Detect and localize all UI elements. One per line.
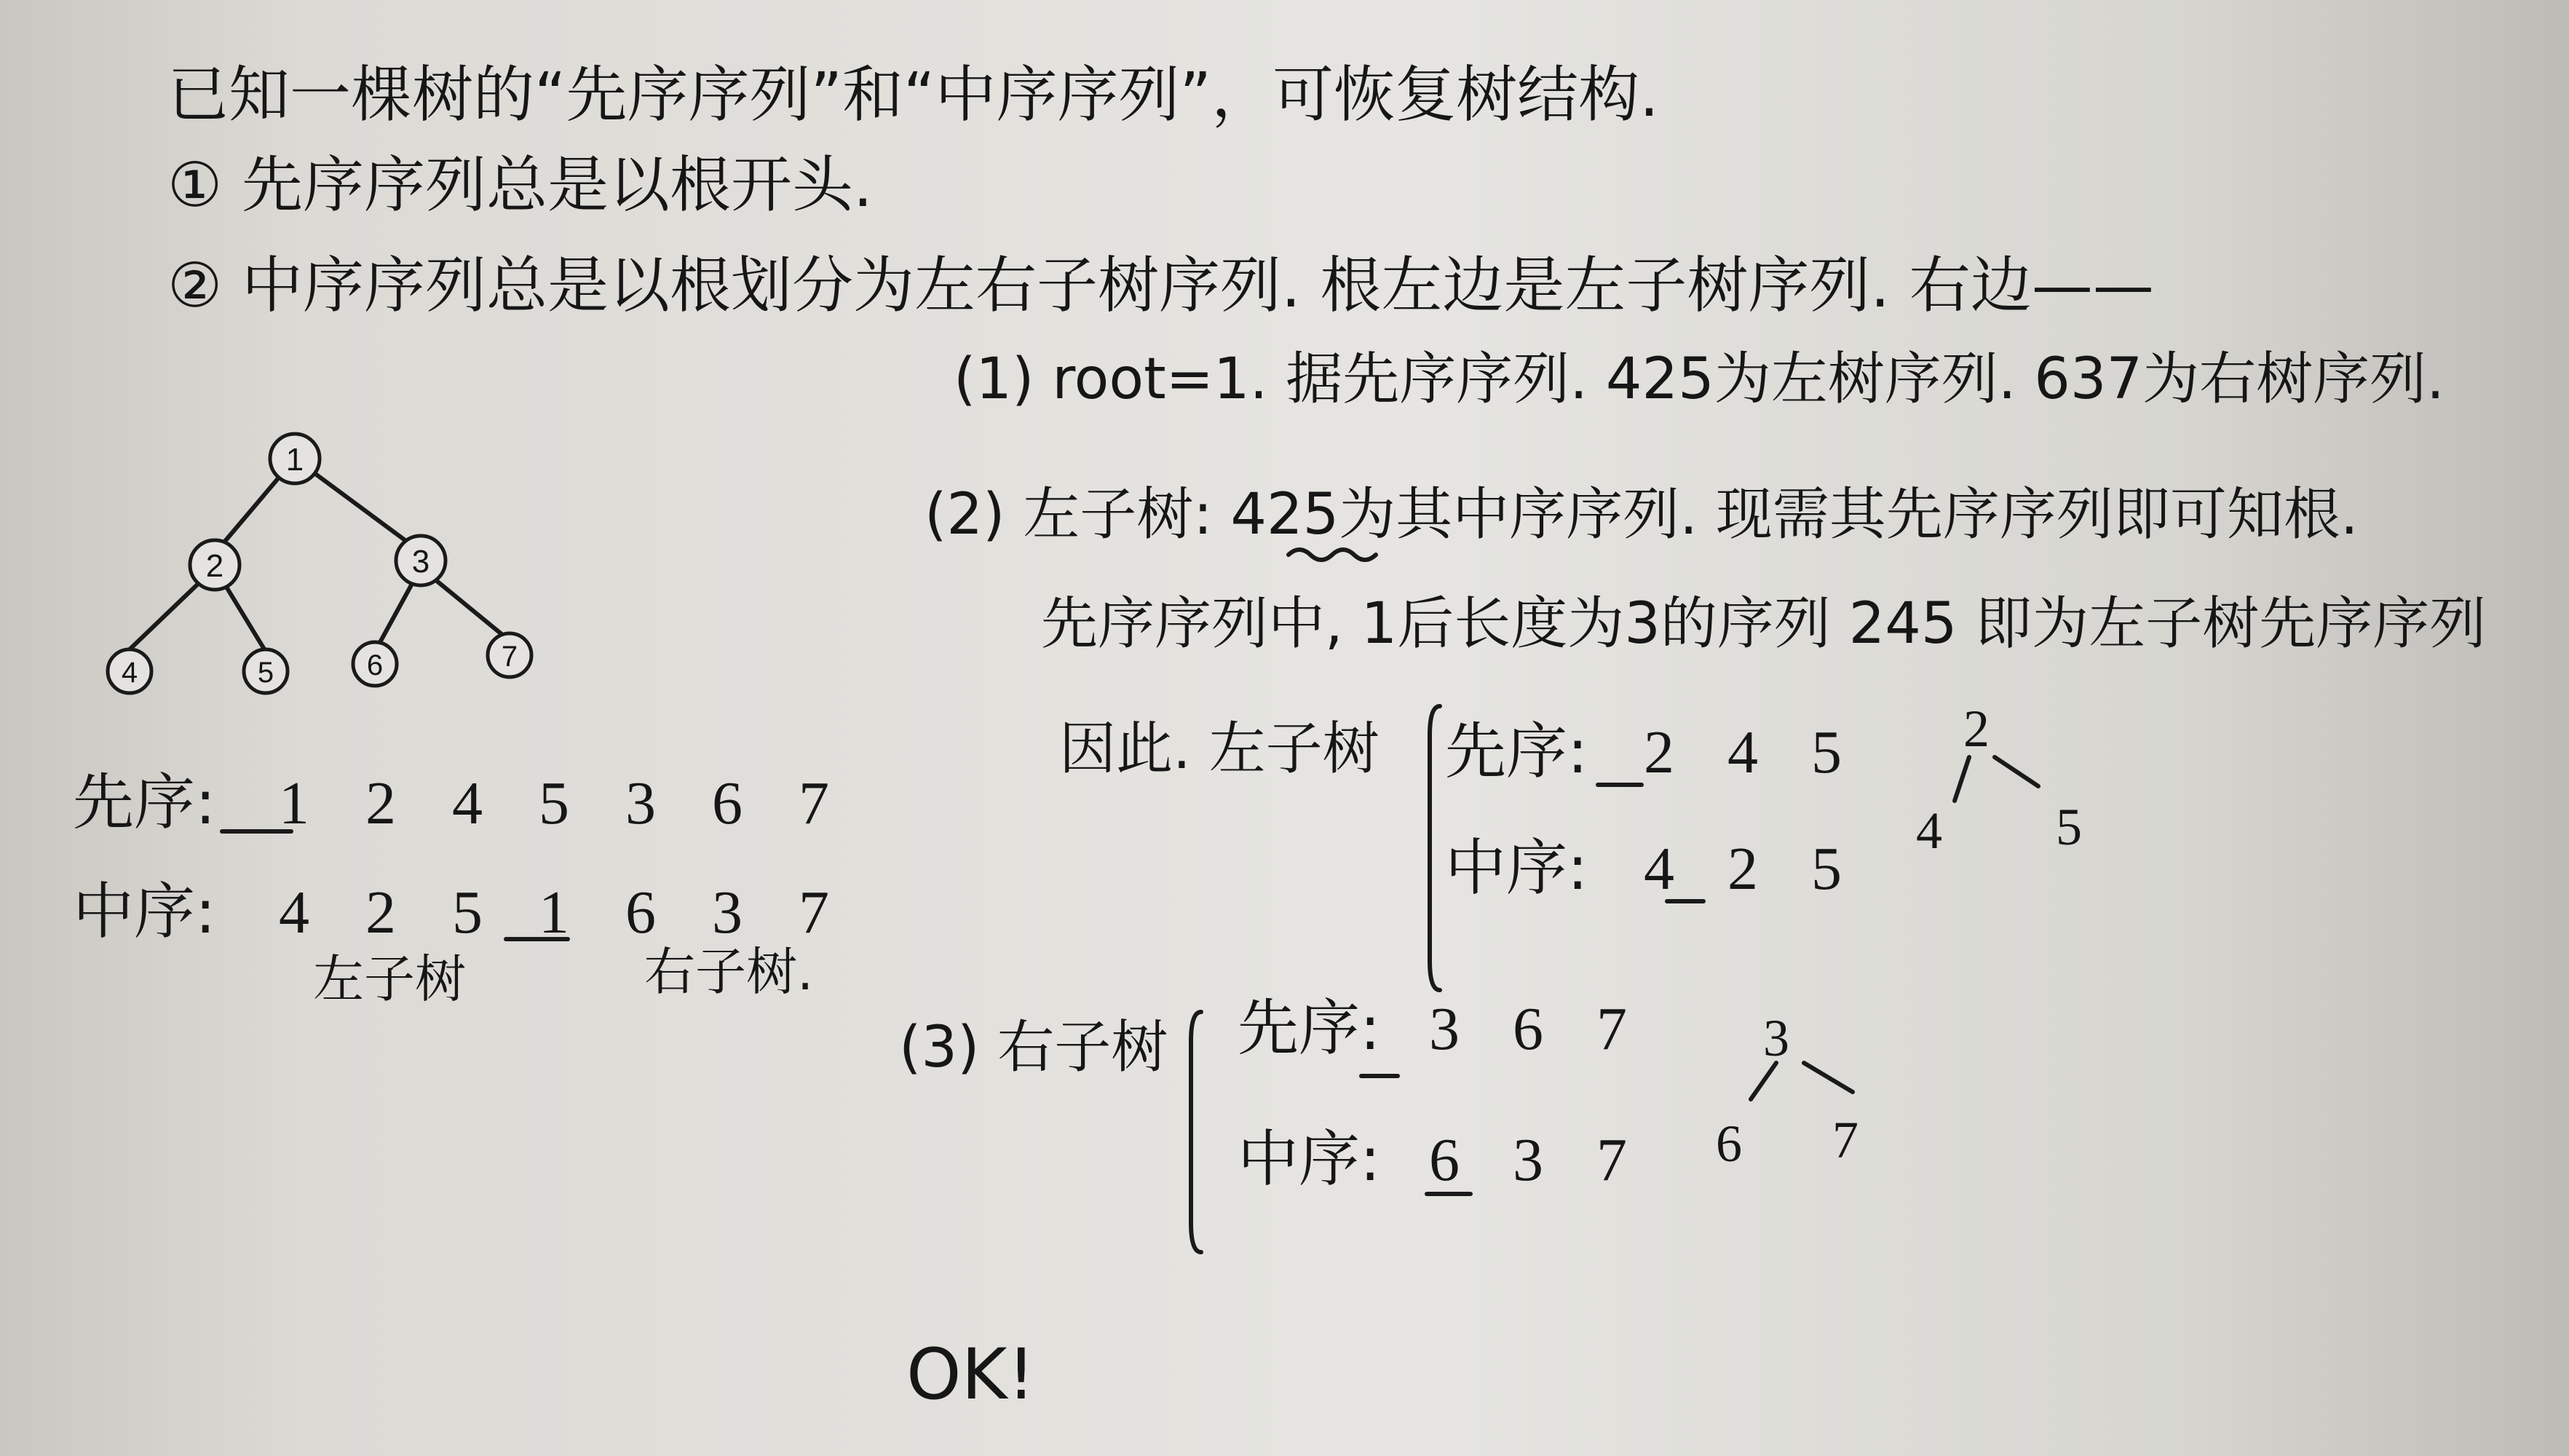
left-sub-edge-2-4	[1955, 757, 1969, 801]
tree-node-1: 1	[285, 442, 304, 478]
step-1: (1) root=1. 据先序序列. 425为左树序列. 637为右树序列.	[954, 347, 2445, 412]
step-2-line-1: (2) 左子树: 425为其中序序列. 现需其先序序列即可知根.	[925, 482, 2359, 547]
rule-inorder: ② 中序序列总是以根划分为左右子树序列. 根左边是左子树序列. 右边——	[167, 250, 2154, 321]
title-line: 已知一棵树的“先序序列”和“中序序列”，可恢复树结构.	[167, 59, 1659, 130]
preorder-sequence: 1 2 4 5 3 6 7	[279, 769, 850, 837]
left-sub-node-2: 2	[1963, 700, 1990, 758]
right-sub-node-6: 6	[1716, 1115, 1742, 1173]
left-sub-in-label: 中序:	[1445, 832, 1588, 903]
left-sub-node-4: 4	[1916, 802, 1942, 860]
right-sub-in-label: 中序:	[1238, 1123, 1381, 1195]
tree-node-4: 4	[121, 657, 138, 689]
right-sub-node-7: 7	[1832, 1111, 1859, 1169]
step-2-conclusion: 因此. 左子树	[1059, 716, 1379, 782]
right-sub-edge-3-6	[1751, 1063, 1776, 1099]
left-subtree-brace	[1430, 706, 1440, 990]
right-subtree-word: 右子树.	[644, 942, 814, 1002]
preorder-label: 先序:	[73, 767, 216, 838]
rule-preorder: ① 先序序列总是以根开头.	[167, 149, 873, 221]
right-subtree-brace	[1191, 1012, 1201, 1252]
right-sub-edge-3-7	[1804, 1063, 1853, 1092]
left-sub-edge-2-5	[1995, 757, 2038, 786]
left-subtree-word: 左子树	[313, 949, 466, 1009]
left-sub-pre-label: 先序:	[1445, 716, 1588, 787]
right-sub-node-3: 3	[1763, 1009, 1789, 1067]
ok-mark: OK!	[906, 1334, 1035, 1415]
tree-node-2: 2	[205, 548, 224, 584]
inorder-label: 中序:	[73, 876, 216, 947]
tree-node-3: 3	[411, 544, 430, 579]
step-2-line-2: 先序序列中, 1后长度为3的序列 245 即为左子树先序序列	[1041, 591, 2487, 657]
tree-node-7: 7	[501, 641, 518, 673]
right-sub-pre-label: 先序:	[1238, 992, 1381, 1064]
right-sub-in-seq: 6 3 7	[1429, 1126, 1647, 1194]
tree-node-6: 6	[366, 649, 384, 681]
left-sub-node-5: 5	[2056, 798, 2082, 856]
step-3-title: (3) 右子树	[899, 1015, 1168, 1080]
left-sub-pre-seq: 2 4 5	[1644, 719, 1861, 786]
left-sub-in-seq: 4 2 5	[1644, 835, 1861, 903]
wavy-underline	[1289, 550, 1376, 560]
inorder-sequence: 4 2 5 1 6 3 7	[279, 879, 850, 946]
right-sub-pre-seq: 3 6 7	[1429, 995, 1647, 1063]
tree-node-5: 5	[257, 657, 274, 689]
